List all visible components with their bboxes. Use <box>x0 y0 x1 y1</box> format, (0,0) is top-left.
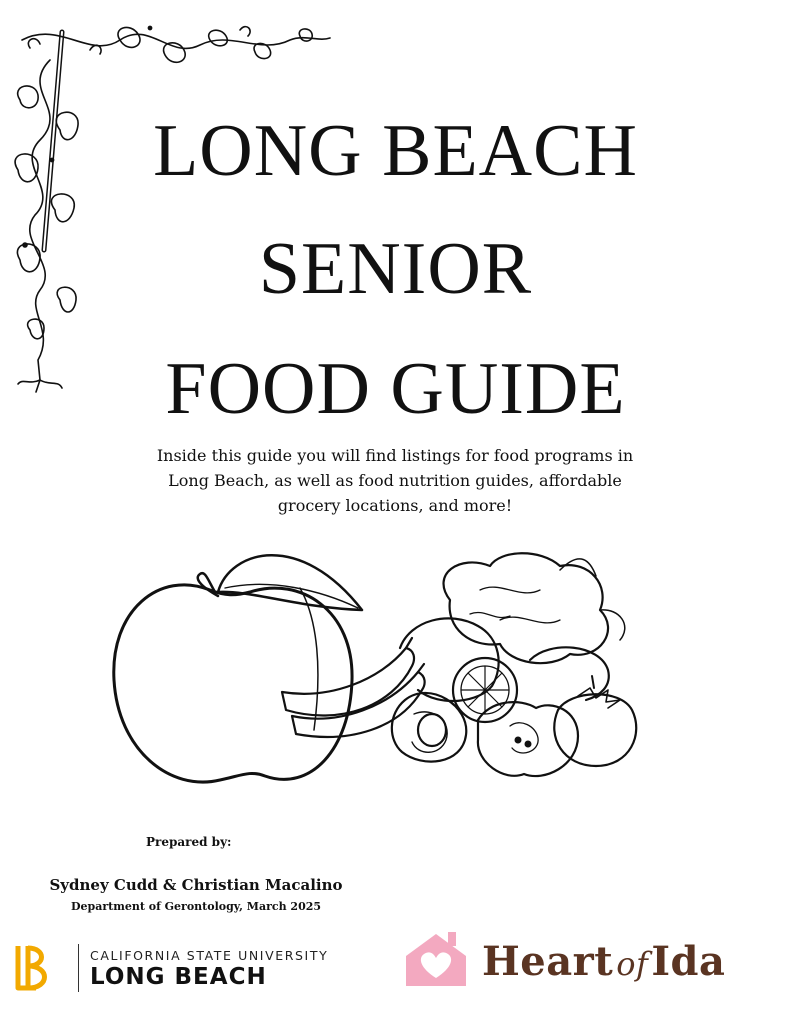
department-date: Department of Gerontology, March 2025 <box>70 900 322 913</box>
intro-text: Inside this guide you will find listings for food programs in Long Beach, as well as food nutrition guides, affordable grocery locations, and more! <box>156 446 634 515</box>
csulb-lb-mark-icon <box>12 942 56 994</box>
fruits-vegetables-illustration <box>100 530 660 810</box>
house-heart-icon <box>404 930 468 988</box>
prepared-by-label: Prepared by: <box>146 835 232 849</box>
vine-border-illustration <box>0 0 340 400</box>
heart-of-ida-wordmark <box>482 938 725 985</box>
csulb-university-name: CALIFORNIA STATE UNIVERSITY <box>90 948 329 963</box>
authors: Sydney Cudd & Christian Macalino <box>49 876 343 894</box>
heart-of-ida-word-ida: Ida <box>651 938 726 985</box>
heart-of-ida-word-heart: Heart <box>482 938 614 985</box>
title-line-1: LONG BEACH <box>153 110 638 192</box>
heart-of-ida-logo <box>404 928 784 1000</box>
heart-of-ida-word-of: of <box>616 945 649 983</box>
title-line-3: FOOD GUIDE <box>165 348 626 430</box>
csulb-logo <box>12 938 372 998</box>
csulb-divider <box>78 944 79 992</box>
csulb-campus-name: LONG BEACH <box>90 964 267 990</box>
title-line-2: SENIOR <box>258 228 533 310</box>
